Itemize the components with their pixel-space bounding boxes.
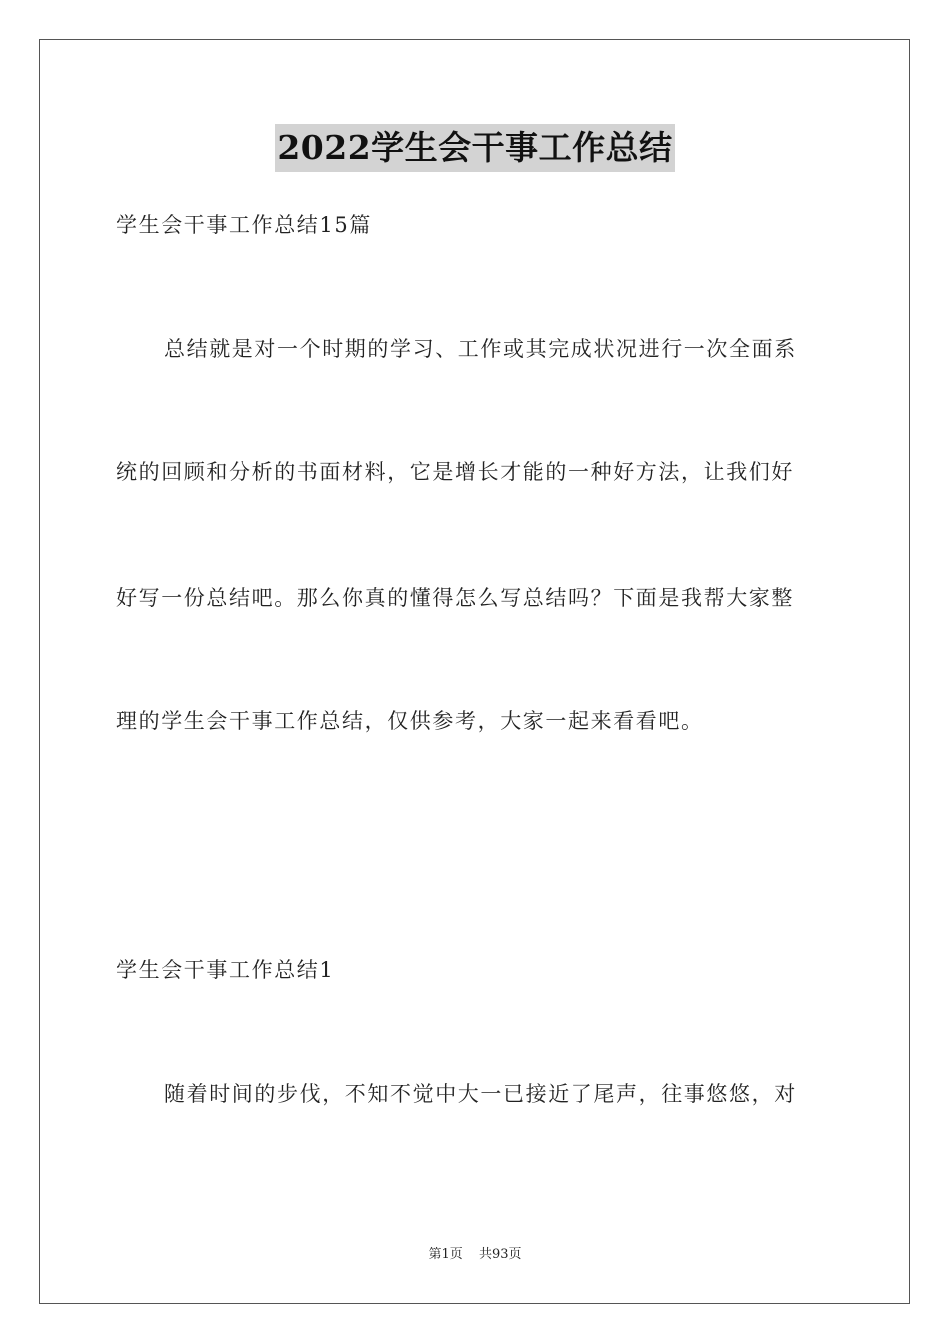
page-number: 第1页 bbox=[428, 1247, 463, 1262]
intro-line-3: 好写一份总结吧。那么你真的懂得怎么写总结吗？下面是我帮大家整 bbox=[116, 586, 794, 610]
page-total: 共93页 bbox=[478, 1247, 522, 1262]
intro-line-4: 理的学生会干事工作总结，仅供参考，大家一起来看看吧。 bbox=[116, 709, 704, 733]
document-subtitle: 学生会干事工作总结15篇 bbox=[116, 213, 372, 237]
intro-line-1: 总结就是对一个时期的学习、工作或其完成状况进行一次全面系 bbox=[164, 337, 797, 361]
section-line-1: 随着时间的步伐，不知不觉中大一已接近了尾声，往事悠悠，对 bbox=[164, 1082, 797, 1106]
intro-line-2: 统的回顾和分析的书面材料，它是增长才能的一种好方法，让我们好 bbox=[116, 460, 794, 484]
page-footer bbox=[0, 1246, 950, 1264]
title-container bbox=[0, 124, 950, 172]
document-title: 2022学生会干事工作总结 bbox=[275, 124, 674, 172]
section-heading: 学生会干事工作总结1 bbox=[116, 958, 335, 982]
